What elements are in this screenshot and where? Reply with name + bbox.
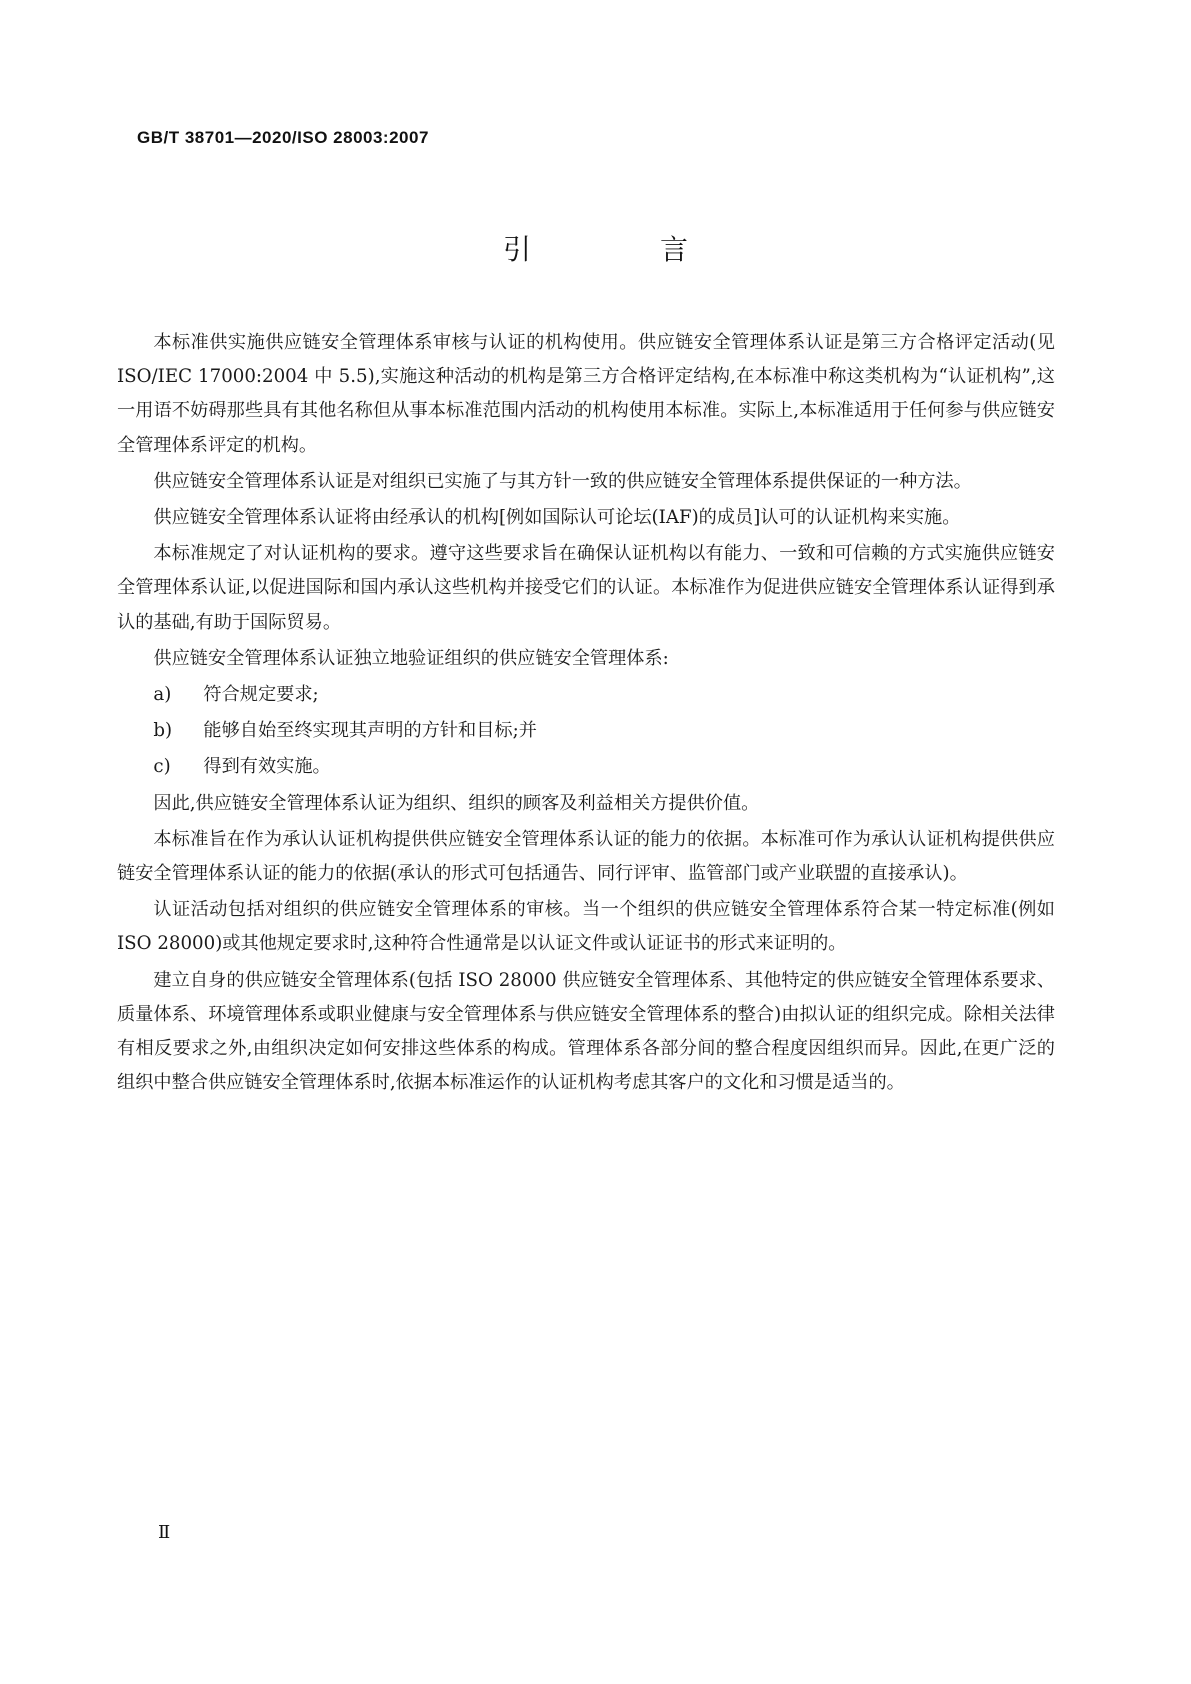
list-item — [117, 750, 1055, 784]
list-item — [117, 678, 1055, 712]
section-title: 引 言 — [503, 233, 748, 266]
list-item — [117, 714, 1055, 748]
page-number: Ⅱ — [158, 1522, 171, 1542]
body-text — [117, 326, 1055, 1102]
list-marker: b) — [153, 720, 173, 742]
list-item-text: 得到有效实施。 — [203, 756, 331, 778]
list-item-text: 符合规定要求; — [203, 684, 319, 706]
paragraph: 建立自身的供应链安全管理体系(包括 ISO 28000 供应链安全管理体系、其他特定的供应链安全管理体系要求、质量体系、环境管理体系或职业健康与安全管理体系与供应链安全管理体系的整合)由拟认证的组织完成。除相关法律有相反要求之外,由组织决定如何安排这些体系的构成。管理体系各部分间的整合程度因组织而异。因此,在更广泛的组织中整合供应链安全管理体系时,依据本标准运作的认证机构考虑其客户的文化和习惯是适当的。 — [117, 969, 1055, 1094]
paragraph: 供应链安全管理体系认证独立地验证组织的供应链安全管理体系: — [153, 647, 669, 669]
paragraph: 本标准供实施供应链安全管理体系审核与认证的机构使用。供应链安全管理体系认证是第三方合格评定活动(见 ISO/IEC 17000:2004 中 5.5),实施这种活动的机构是第三方合格评定结构,在本标准中称这类机构为“认证机构”,这一用语不妨碍那些具有其他名称但从事本标准范围内活动的机构使用本标准。实际上,本标准适用于任何参与供应链安全管理体系评定的机构。 — [117, 332, 1055, 456]
list-marker: a) — [153, 684, 172, 706]
paragraph: 供应链安全管理体系认证是对组织已实施了与其方针一致的供应链安全管理体系提供保证的一种方法。 — [153, 470, 972, 492]
paragraph: 认证活动包括对组织的供应链安全管理体系的审核。当一个组织的供应链安全管理体系符合某一特定标准(例如 ISO 28000)或其他规定要求时,这种符合性通常是以认证文件或认证证书的形式来证明的。 — [117, 899, 1055, 955]
paragraph: 供应链安全管理体系认证将由经承认的机构[例如国际认可论坛(IAF)的成员]认可的认证机构来实施。 — [153, 507, 961, 529]
paragraph: 因此,供应链安全管理体系认证为组织、组织的顾客及利益相关方提供价值。 — [153, 792, 760, 814]
list-marker: c) — [153, 756, 171, 778]
paragraph: 本标准规定了对认证机构的要求。遵守这些要求旨在确保认证机构以有能力、一致和可信赖的方式实施供应链安全管理体系认证,以促进国际和国内承认这些机构并接受它们的认证。本标准作为促进供应链安全管理体系认证得到承认的基础,有助于国际贸易。 — [117, 543, 1055, 633]
standard-number-header: GB/T 38701—2020/ISO 28003:2007 — [137, 128, 429, 147]
paragraph: 本标准旨在作为承认认证机构提供供应链安全管理体系认证的能力的依据。本标准可作为承认认证机构提供供应链安全管理体系认证的能力的依据(承认的形式可包括通告、同行评审、监管部门或产业联盟的直接承认)。 — [117, 828, 1055, 885]
list-item-text: 能够自始至终实现其声明的方针和目标;并 — [203, 720, 537, 742]
